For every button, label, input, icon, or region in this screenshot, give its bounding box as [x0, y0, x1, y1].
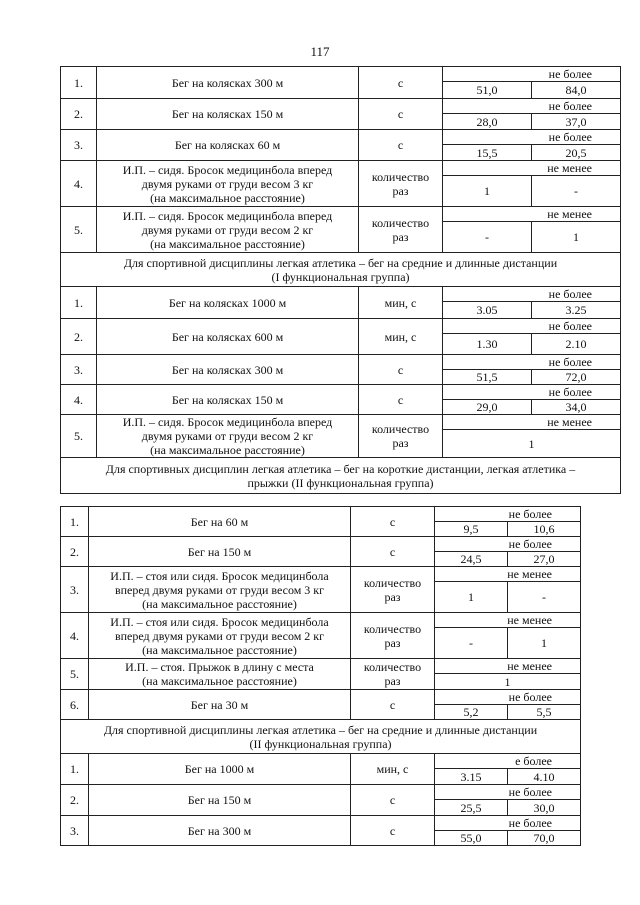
exercise-name [89, 659, 351, 690]
row-number: 2. [61, 785, 89, 816]
norm-cell [435, 785, 581, 816]
name-line: Бег на колясках 1000 м [168, 295, 287, 310]
unit-line: с [389, 793, 396, 807]
table-row [61, 99, 621, 130]
unit-line: раз [384, 635, 401, 650]
name-line: (на максимальное расстояние) [150, 236, 305, 251]
norm-values [435, 522, 580, 536]
norm-cell [443, 99, 621, 130]
table-row [61, 785, 581, 816]
unit-cell [351, 567, 435, 613]
row-number: 3. [61, 816, 89, 846]
unit-cell [351, 507, 435, 537]
norm-values [435, 800, 580, 815]
unit-cell [351, 613, 435, 659]
section-header [61, 720, 581, 754]
norm-cell [443, 385, 621, 415]
unit-line: с [389, 544, 396, 559]
table-row [61, 287, 621, 319]
row-number: 1. [61, 287, 97, 319]
table-row [61, 507, 581, 537]
norm-value: 10,6 [507, 522, 580, 536]
unit-line: мин, с [376, 762, 409, 776]
norm-values [443, 82, 620, 98]
row-number: 3. [61, 130, 97, 161]
section-line: Для спортивных дисциплин легкая атлетика – бег на короткие дистанции, легкая атлетика – [105, 461, 576, 476]
norm-value: 51,0 [476, 83, 498, 97]
name-line: Бег на колясках 300 м [171, 75, 284, 90]
table-row [61, 613, 581, 659]
exercise-name [97, 161, 359, 207]
norm-value: 5,2 [463, 705, 479, 719]
section-header [61, 458, 621, 494]
norm-value: 9,5 [463, 522, 479, 536]
name-line: (на максимальное расстояние) [150, 443, 305, 457]
norm-value: 28,0 [476, 114, 498, 129]
name-line: Бег на колясках 60 м [174, 138, 281, 152]
exercise-name [89, 754, 351, 785]
section-header-row [61, 458, 621, 494]
unit-line: количество [371, 422, 430, 436]
norm-label: не более [443, 355, 620, 370]
row-number: 5. [61, 415, 97, 458]
norm-value: 37,0 [531, 114, 620, 129]
exercise-name [97, 207, 359, 253]
name-line: двумя руками от груди весом 2 кг [141, 429, 314, 443]
norm-values [435, 769, 580, 784]
unit-line: количество [371, 215, 430, 230]
exercise-name [89, 690, 351, 720]
unit-cell [359, 67, 443, 99]
exercise-name [97, 130, 359, 161]
norm-cell [443, 415, 621, 458]
norm-cell [443, 287, 621, 319]
unit-cell [359, 161, 443, 207]
unit-line: с [389, 697, 396, 712]
norm-value: - [469, 636, 473, 650]
unit-cell [351, 659, 435, 690]
table-row [61, 130, 621, 161]
unit-line: с [397, 138, 404, 152]
table-row [61, 537, 581, 567]
unit-cell [351, 690, 435, 720]
norm-label: не менее [435, 567, 580, 582]
name-line: И.П. – стоя или сидя. Бросок медицинбола [110, 614, 329, 629]
table-row [61, 690, 581, 720]
norm-label: не менее [443, 207, 620, 222]
exercise-name [89, 507, 351, 537]
section-line: (II функциональная группа) [249, 736, 392, 751]
unit-line: раз [392, 436, 409, 450]
name-line: (на максимальное расстояние) [142, 642, 297, 657]
name-line: И.П. – сидя. Бросок медицинбола вперед [122, 162, 333, 177]
norm-cell [435, 507, 581, 537]
unit-cell [359, 319, 443, 355]
unit-line: с [397, 75, 404, 90]
exercise-name [97, 287, 359, 319]
section-line: (I функциональная группа) [271, 269, 410, 284]
name-line: двумя руками от груди весом 3 кг [141, 176, 314, 191]
section-header-row [61, 253, 621, 287]
unit-line: с [397, 107, 404, 121]
unit-line: с [397, 392, 404, 407]
norm-label: не более [443, 319, 620, 334]
row-number: 5. [61, 659, 89, 690]
table-row [61, 67, 621, 99]
exercise-name [89, 537, 351, 567]
norm-values [443, 302, 620, 318]
unit-cell [359, 130, 443, 161]
norm-label: не менее [435, 613, 580, 628]
exercise-name [97, 355, 359, 385]
row-number: 2. [61, 99, 97, 130]
name-line: (на максимальное расстояние) [142, 596, 297, 611]
norm-value: - [531, 176, 620, 206]
norm-cell [443, 161, 621, 207]
norm-label: не более [443, 67, 620, 82]
exercise-name [89, 785, 351, 816]
unit-line: мин, с [384, 295, 417, 310]
section-line: Для спортивной дисциплины легкая атлетика – бег на средние и длинные дистанции [103, 722, 538, 737]
name-line: Бег на колясках 600 м [171, 329, 284, 344]
name-line: Бег на 150 м [187, 544, 252, 559]
norm-values [435, 674, 580, 689]
unit-cell [359, 287, 443, 319]
norm-value: 29,0 [476, 400, 498, 414]
exercise-name [97, 99, 359, 130]
norm-value: 1.30 [476, 337, 498, 351]
row-number: 1. [61, 754, 89, 785]
table-row [61, 385, 621, 415]
norm-cell [435, 754, 581, 785]
standards-table [60, 506, 581, 846]
name-line: (на максимальное расстояние) [150, 190, 305, 205]
section-header-row [61, 720, 581, 754]
norm-value: 70,0 [507, 831, 580, 845]
name-line: вперед двумя руками от груди весом 3 кг [114, 582, 325, 597]
unit-cell [351, 785, 435, 816]
unit-line: количество [371, 169, 430, 184]
norm-label: не более [443, 130, 620, 145]
name-line: Бег на колясках 150 м [171, 392, 284, 407]
norm-values [435, 582, 580, 612]
norm-value: 3.05 [476, 303, 498, 317]
unit-line: количество [363, 621, 422, 636]
exercise-name [89, 567, 351, 613]
norm-value: 5,5 [507, 705, 580, 719]
norm-value: 3.25 [531, 302, 620, 318]
name-line: вперед двумя руками от груди весом 2 кг [114, 628, 325, 643]
name-line: Бег на 150 м [187, 793, 252, 807]
name-line: И.П. – сидя. Бросок медицинбола вперед [122, 415, 333, 429]
norm-values [443, 370, 620, 384]
table-row [61, 355, 621, 385]
table-row [61, 207, 621, 253]
norm-values [435, 628, 580, 658]
norm-value: 1 [484, 184, 490, 198]
norm-value: 24,5 [460, 552, 482, 566]
norm-cell [435, 690, 581, 720]
name-line: Бег на колясках 300 м [171, 362, 284, 377]
norm-value: 20,5 [531, 145, 620, 160]
norm-values [443, 222, 620, 252]
unit-line: с [389, 823, 396, 838]
standards-table [60, 66, 621, 494]
norm-label: не более [435, 816, 580, 831]
exercise-name [97, 415, 359, 458]
norm-value: 1 [468, 590, 474, 604]
name-line: двумя руками от груди весом 2 кг [141, 222, 314, 237]
norm-cell [443, 67, 621, 99]
table-row [61, 567, 581, 613]
norm-value: 27,0 [507, 552, 580, 566]
table-row [61, 319, 621, 355]
name-line: Бег на колясках 150 м [171, 107, 284, 121]
section-line: прыжки (II функциональная группа) [247, 475, 434, 490]
norm-values [443, 400, 620, 414]
unit-cell [359, 355, 443, 385]
unit-line: с [389, 514, 396, 529]
unit-cell [359, 385, 443, 415]
exercise-name [97, 319, 359, 355]
row-number: 6. [61, 690, 89, 720]
row-number: 5. [61, 207, 97, 253]
norm-cell [443, 130, 621, 161]
name-line: (на максимальное расстояние) [142, 674, 297, 688]
row-number: 1. [61, 507, 89, 537]
norm-value: 15,5 [476, 145, 498, 160]
norm-value: 1 [528, 436, 535, 451]
name-line: Бег на 30 м [190, 697, 249, 712]
section-header [61, 253, 621, 287]
norm-value: 84,0 [531, 82, 620, 98]
name-line: И.П. – стоя или сидя. Бросок медицинбола [110, 568, 329, 583]
unit-line: мин, с [384, 329, 417, 344]
table-row [61, 816, 581, 846]
norm-values [443, 334, 620, 354]
norm-value: 1 [531, 222, 620, 252]
norm-label: не менее [435, 659, 580, 674]
norm-value: 30,0 [507, 800, 580, 815]
norm-cell [435, 567, 581, 613]
row-number: 4. [61, 613, 89, 659]
row-number: 1. [61, 67, 97, 99]
norm-label: не более [435, 507, 580, 522]
norm-cell [435, 537, 581, 567]
norm-label: не более [443, 287, 620, 302]
norm-value: 55,0 [460, 831, 482, 845]
row-number: 3. [61, 567, 89, 613]
row-number: 4. [61, 161, 97, 207]
table-row [61, 754, 581, 785]
norm-values [435, 831, 580, 845]
name-line: И.П. – сидя. Бросок медицинбола вперед [122, 208, 333, 223]
norm-cell [443, 319, 621, 355]
unit-cell [351, 537, 435, 567]
unit-line: количество [363, 660, 422, 674]
page-number: 117 [310, 44, 330, 59]
table-row [61, 161, 621, 207]
norm-values [435, 705, 580, 719]
unit-line: раз [392, 229, 409, 244]
norm-label: не менее [443, 161, 620, 176]
unit-cell [351, 754, 435, 785]
name-line: Бег на 60 м [190, 514, 249, 529]
exercise-name [97, 67, 359, 99]
norm-values [443, 430, 620, 457]
norm-cell [435, 816, 581, 846]
unit-line: раз [392, 183, 409, 198]
row-number: 2. [61, 537, 89, 567]
unit-cell [359, 207, 443, 253]
norm-cell [443, 355, 621, 385]
norm-cell [435, 613, 581, 659]
table-row [61, 415, 621, 458]
norm-value: 3.15 [460, 769, 482, 784]
unit-cell [351, 816, 435, 846]
norm-label: не более [435, 537, 580, 552]
unit-line: раз [384, 674, 401, 688]
norm-value: - [507, 582, 580, 612]
norm-cell [443, 207, 621, 253]
norm-cell [435, 659, 581, 690]
norm-label: е более [435, 754, 580, 769]
norm-values [443, 176, 620, 206]
norm-values [435, 552, 580, 566]
norm-label: не более [443, 385, 620, 400]
norm-value: 1 [507, 628, 580, 658]
section-line: Для спортивной дисциплины легкая атлетика – бег на средние и длинные дистанции [123, 255, 558, 270]
unit-line: с [397, 362, 404, 377]
norm-value: 2.10 [531, 334, 620, 354]
name-line: И.П. – стоя. Прыжок в длину с места [125, 660, 314, 674]
unit-line: количество [363, 575, 422, 590]
exercise-name [89, 816, 351, 846]
row-number: 4. [61, 385, 97, 415]
unit-cell [359, 99, 443, 130]
norm-value: 34,0 [531, 400, 620, 414]
norm-value: 72,0 [531, 370, 620, 384]
exercise-name [97, 385, 359, 415]
norm-value: 1 [504, 674, 511, 689]
norm-values [443, 114, 620, 129]
norm-label: не более [435, 785, 580, 800]
norm-values [443, 145, 620, 160]
name-line: Бег на 1000 м [184, 762, 255, 776]
norm-value: - [485, 230, 489, 244]
norm-label: не менее [443, 415, 620, 430]
norm-value: 25,5 [460, 800, 482, 815]
norm-value: 4.10 [507, 769, 580, 784]
unit-cell [359, 415, 443, 458]
row-number: 3. [61, 355, 97, 385]
unit-line: раз [384, 589, 401, 604]
norm-label: не более [443, 99, 620, 114]
norm-label: не более [435, 690, 580, 705]
exercise-name [89, 613, 351, 659]
name-line: Бег на 300 м [187, 823, 252, 838]
row-number: 2. [61, 319, 97, 355]
table-row [61, 659, 581, 690]
norm-value: 51,5 [476, 370, 498, 384]
